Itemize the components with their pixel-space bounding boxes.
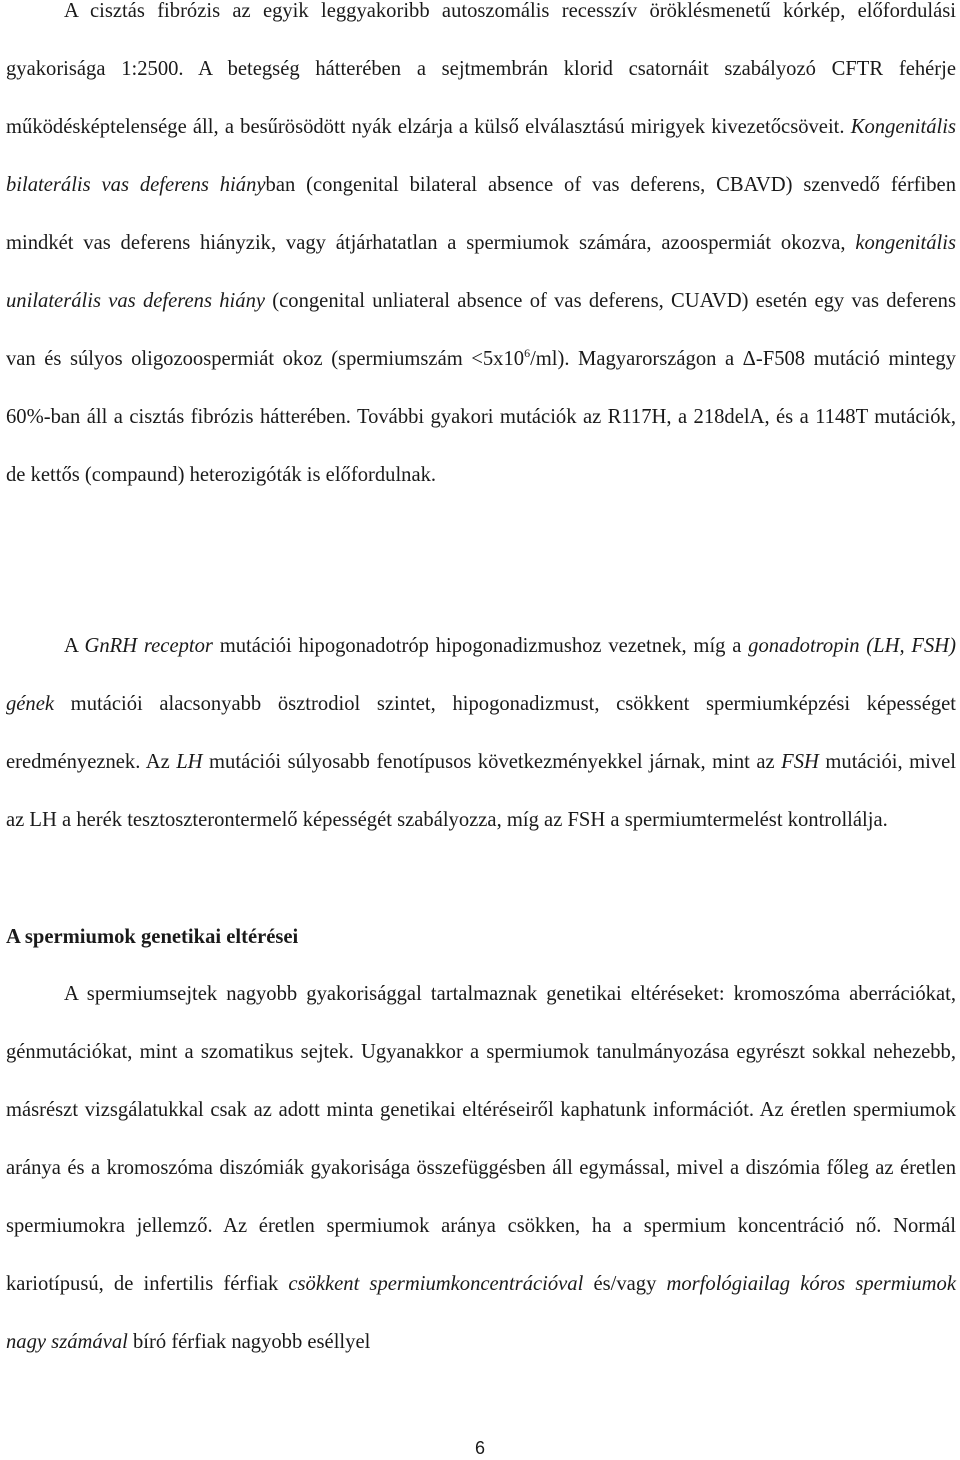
superscript-exponent: 6 <box>524 346 531 360</box>
paragraph-text: A spermiumsejtek nagyobb gyakorisággal tartalmaznak genetikai eltéréseket: kromoszóma aberrációkat, génmutációkat, mint a szomatikus sejtek. Ugyanakkor a spermiumok tanulmányozása egyrészt sokkal nehezebb, másrészt vizsgálatukkal csak az adott minta genetikai eltéréseiről kaphatunk információt. Az éretlen spermiumok aránya és a kromoszóma diszómiák gyakorisága összefüggésben áll egymással, mivel a diszómia főleg az éretlen spermiumokra jellemző. Az éretlen spermiumok aránya csökken, ha a spermium koncentráció nő. Normál kariotípusú, de infertilis férfiak <box>6 983 956 1295</box>
italic-term: Kongenitális bilaterális vas deferens hiány <box>6 116 956 196</box>
italic-term: GnRH receptor <box>84 635 213 657</box>
italic-term: gonadotropin (LH, FSH) gének <box>6 635 957 715</box>
paragraph-gnrh-receptor <box>6 617 956 849</box>
paragraph-text: ban (congenital bilateral absence of vas deferens, CBAVD) szenvedő férfiben mindkét vas deferens hiányzik, vagy átjárhatatlan a spermiumok számára, azoospermiát okozva, <box>6 174 956 254</box>
paragraph-text: A <box>64 635 85 657</box>
page-number: 6 <box>474 1438 485 1458</box>
italic-term: morfológiailag kóros spermiumok nagy számával <box>6 1273 956 1353</box>
paragraph-text: bíró férfiak nagyobb eséllyel <box>127 1331 371 1353</box>
body-text-section-2 <box>6 617 956 849</box>
paragraph-text: /ml). Magyarországon a Δ-F508 mutáció mintegy 60%-ban áll a cisztás fibrózis hátterében. További gyakori mutációk az R117H, a 218delA, és a 1148T mutációk, de kettős (compaund) heterozigóták is előfordulnak. <box>6 348 956 486</box>
paragraph-text: mutációi hipogonadotróp hipogonadizmushoz vezetnek, míg a <box>212 635 749 657</box>
body-text-section-3 <box>6 965 956 1371</box>
paragraph-text: és/vagy <box>583 1273 667 1295</box>
paragraph-sperm-genetics <box>6 965 956 1371</box>
section-heading: A spermiumok genetikai eltérései <box>6 926 299 948</box>
paragraph-cystic-fibrosis <box>6 0 956 504</box>
paragraph-text: mutációi, mivel az LH a herék tesztoszterontermelő képességét szabályozza, míg az FSH a spermiumtermelést kontrollálja. <box>6 751 957 831</box>
paragraph-text: mutációi alacsonyabb ösztrodiol szintet, hipogonadizmust, csökkent spermiumképzési képességet eredményeznek. Az <box>6 693 956 773</box>
paragraph-text: (congenital unliateral absence of vas deferens, CUAVD) esetén egy vas deferens van és súlyos oligozoospermiát okoz (spermiumszám <5x10 <box>6 290 956 370</box>
italic-term: LH <box>176 751 203 773</box>
body-text-section-1 <box>6 0 956 504</box>
italic-term: FSH <box>781 751 819 773</box>
paragraph-text: A cisztás fibrózis az egyik leggyakoribb autoszomális recesszív öröklésmenetű kórkép, előfordulási gyakorisága 1:2500. A betegség hátterében a sejtmembrán klorid csatornáit szabályozó CFTR fehérje működésképtelensége áll, a besűrösödött nyák elzárja a külső elválasztású mirigyek kivezetőcsöveit. <box>6 0 956 138</box>
paragraph-text: mutációi súlyosabb fenotípusos következményekkel járnak, mint az <box>202 751 782 773</box>
italic-term: csökkent spermiumkoncentrációval <box>288 1273 584 1295</box>
italic-term: kongenitális unilaterális vas deferens hiány <box>6 232 956 312</box>
